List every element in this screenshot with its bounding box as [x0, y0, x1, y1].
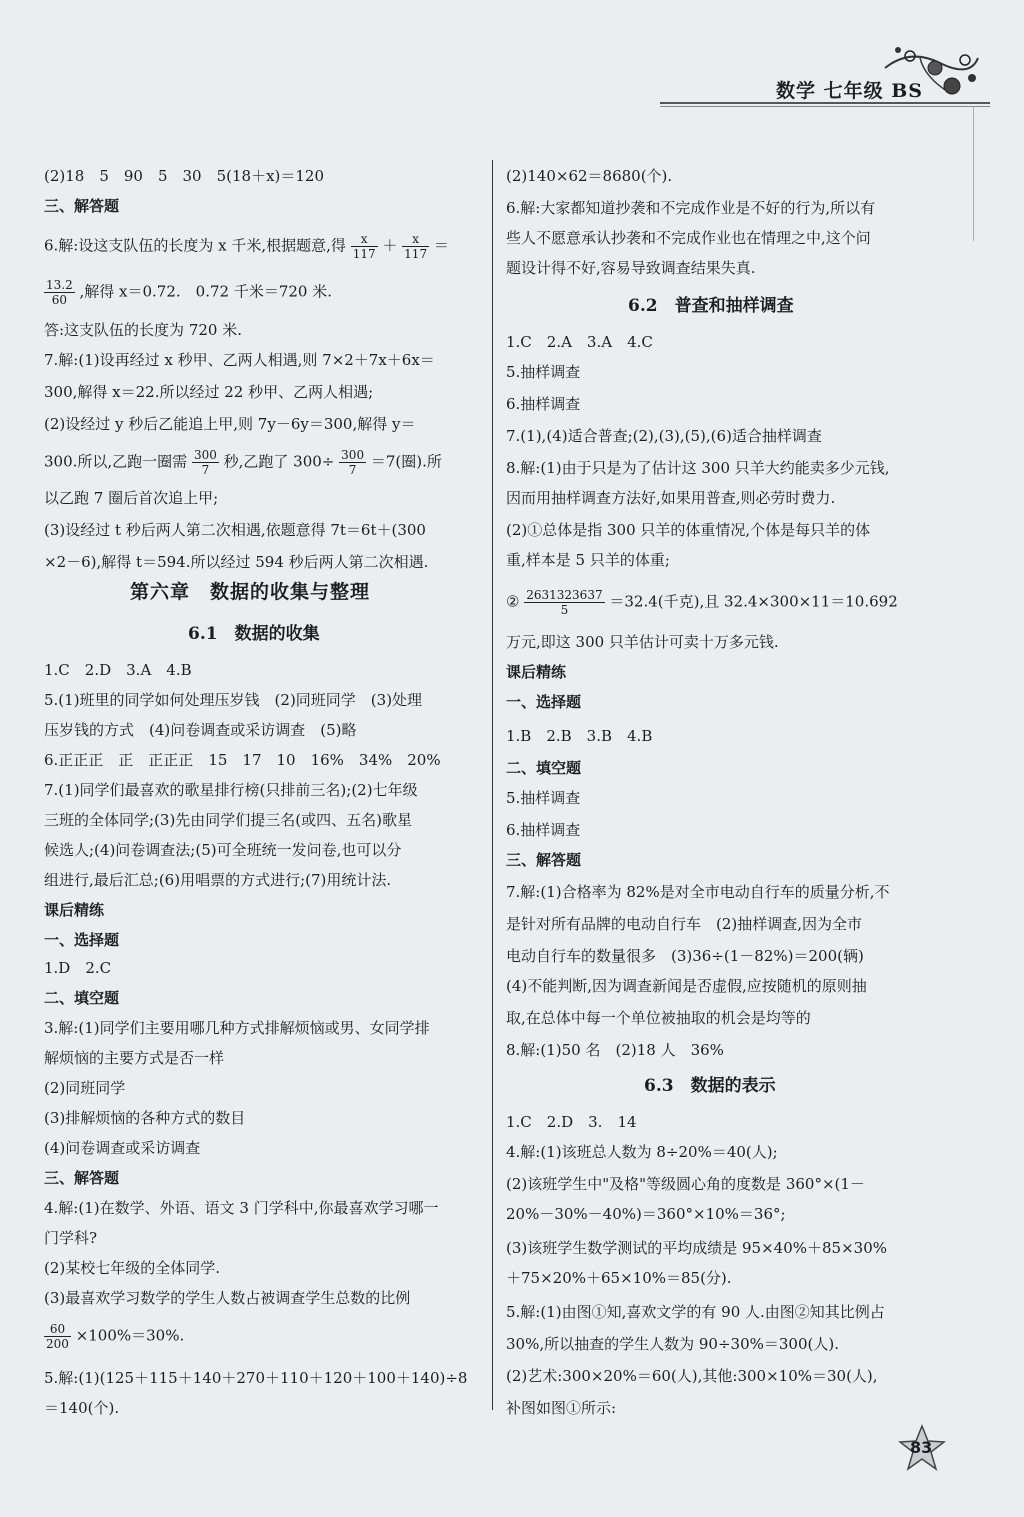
answer-line: 300,解得 x＝22.所以经过 22 秒甲、乙两人相遇; — [44, 383, 374, 401]
section-heading: 三、解答题 — [44, 197, 120, 215]
answer-line: (2)该班学生中"及格"等级圆心角的度数是 360°×(1－ — [506, 1175, 865, 1193]
fraction: $\frac{2631323637}{5}$ — [526, 588, 603, 617]
column-divider — [492, 160, 493, 1410]
answer-line: 30%,所以抽查的学生人数为 90÷30%＝300(人). — [506, 1335, 839, 1353]
section-heading: 一、选择题 — [44, 931, 120, 949]
section-heading: 二、填空题 — [44, 989, 120, 1007]
answer-line: (3)设经过 t 秒后两人第二次相遇,依题意得 7t＝6t＋(300 — [44, 521, 426, 539]
answer-line: 三班的全体同学;(3)先由同学们提三名(或四、五名)歌星 — [44, 811, 413, 829]
answer-line: 题设计得不好,容易导致调查结果失真. — [506, 259, 756, 277]
answer-line: 3.解:(1)同学们主要用哪几种方式排解烦恼或男、女同学排 — [44, 1019, 430, 1037]
answer-line: $\frac{60}{200}$ ×100%＝30%. — [46, 1322, 185, 1351]
answer-line: 是针对所有品牌的电动自行车 (2)抽样调查,因为全市 — [506, 915, 863, 933]
section-heading: 课后精练 — [506, 663, 567, 681]
answer-line: 8.解:(1)由于只是为了估计这 300 只羊大约能卖多少元钱, — [506, 459, 890, 477]
section-title: 6.3 数据的表示 — [644, 1076, 776, 1096]
answer-line: 解烦恼的主要方式是否一样 — [44, 1049, 225, 1067]
answer-line: 4.解:(1)在数学、外语、语文 3 门学科中,你最喜欢学习哪一 — [44, 1199, 439, 1217]
header-rule — [660, 102, 990, 104]
answer-line: 以乙跑 7 圈后首次追上甲; — [44, 489, 219, 507]
answer-line: (2)艺术:300×20%＝60(人),其他:300×10%＝30(人), — [506, 1367, 878, 1385]
section-heading: 二、填空题 — [506, 759, 582, 777]
answer-line: $\frac{13.2}{60}$ ,解得 x＝0.72. 0.72 千米＝720 米. — [46, 278, 332, 307]
answer-line: (4)问卷调查或采访调查 — [44, 1139, 201, 1157]
header-rule-thin — [660, 106, 990, 107]
answer-line: 300.所以,乙跑一圈需 $\frac{300}{7}$ 秒,乙跑了 300÷ $\frac{300}{7}$ ＝7(圈).所 — [44, 448, 442, 477]
answer-line: 取,在总体中每一个单位被抽取的机会是均等的 — [506, 1009, 811, 1027]
header-edge-line — [973, 106, 974, 241]
answer-line: (2)某校七年级的全体同学. — [44, 1259, 221, 1277]
section-heading: 一、选择题 — [506, 693, 582, 711]
answer-line: 5.抽样调查 — [506, 789, 581, 807]
header-title: 数学 七年级 BS — [776, 80, 924, 102]
answer-line: (2)18 5 90 5 30 5(18＋x)＝120 — [44, 167, 325, 185]
section-heading: 课后精练 — [44, 901, 105, 919]
fraction: $\frac{x}{117}$ — [404, 232, 428, 261]
answer-line: 1.C 2.D 3. 14 — [506, 1113, 637, 1131]
answer-line: 7.(1)同学们最喜欢的歌星排行榜(只排前三名);(2)七年级 — [44, 781, 418, 799]
answer-line: 压岁钱的方式 (4)问卷调查或采访调查 (5)略 — [44, 721, 357, 739]
page-number: 83 — [910, 1438, 933, 1457]
answer-line: (3)该班学生数学测试的平均成绩是 95×40%＋85×30% — [506, 1239, 888, 1257]
section-title: 6.2 普查和抽样调查 — [628, 296, 794, 316]
answer-line: 7.(1),(4)适合普查;(2),(3),(5),(6)适合抽样调查 — [506, 427, 822, 445]
answer-line: 因而用抽样调查方法好,如果用普查,则必劳时费力. — [506, 489, 836, 507]
answer-line: 6.解:设这支队伍的长度为 x 千米,根据题意,得 $\frac{x}{117}$ ＋ $\frac{x}{117}$ ＝ — [44, 232, 449, 261]
answer-line: 万元,即这 300 只羊估计可卖十万多元钱. — [506, 633, 779, 651]
answer-line: 8.解:(1)50 名 (2)18 人 36% — [506, 1041, 724, 1059]
answer-line: 候选人;(4)问卷调查法;(5)可全班统一发问卷,也可以分 — [44, 841, 402, 859]
answer-line: 6.抽样调查 — [506, 821, 581, 839]
answer-line: 电动自行车的数量很多 (3)36÷(1－82%)＝200(辆) — [506, 947, 864, 965]
section-title: 6.1 数据的收集 — [188, 624, 320, 644]
section-heading: 三、解答题 — [44, 1169, 120, 1187]
answer-line: 7.解:(1)合格率为 82%是对全市电动自行车的质量分析,不 — [506, 883, 890, 901]
fraction: $\frac{x}{117}$ — [352, 232, 376, 261]
answer-line: 6.正正正 正 正正正 15 17 10 16% 34% 20% — [44, 751, 441, 769]
answer-line: 6.解:大家都知道抄袭和不完成作业是不好的行为,所以有 — [506, 199, 876, 217]
answer-line: 4.解:(1)该班总人数为 8÷20%＝40(人); — [506, 1143, 778, 1161]
answer-line: 5.解:(1)(125＋115＋140＋270＋110＋120＋100＋140)÷8 — [44, 1369, 468, 1387]
answer-line: 答:这支队伍的长度为 720 米. — [44, 321, 242, 339]
answer-line: (4)不能判断,因为调查新闻是否虚假,应按随机的原则抽 — [506, 977, 867, 995]
page-header — [760, 72, 980, 102]
answer-line: (2)同班同学 — [44, 1079, 126, 1097]
answer-line: 7.解:(1)设再经过 x 秒甲、乙两人相遇,则 7×2＋7x＋6x＝ — [44, 351, 435, 369]
fraction: $\frac{300}{7}$ — [341, 448, 365, 477]
answer-line: 1.C 2.A 3.A 4.C — [506, 333, 653, 351]
answer-line: (2)140×62＝8680(个). — [506, 167, 673, 185]
answer-line: 20%－30%－40%)＝360°×10%＝36°; — [506, 1205, 786, 1223]
answer-line: ＝140(个). — [44, 1399, 120, 1417]
chapter-title: 第六章 数据的收集与整理 — [130, 581, 371, 603]
answer-line: 门学科? — [44, 1229, 98, 1247]
answer-line: 重,样本是 5 只羊的体重; — [506, 551, 670, 569]
answer-line: ＋75×20%＋65×10%＝85(分). — [506, 1269, 732, 1287]
fraction: $\frac{300}{7}$ — [193, 448, 217, 477]
answer-line: (2)设经过 y 秒后乙能追上甲,则 7y－6y＝300,解得 y＝ — [44, 415, 416, 433]
answer-line: (3)最喜欢学习数学的学生人数占被调查学生总数的比例 — [44, 1289, 411, 1307]
answer-line: ② $\frac{2631323637}{5}$ ＝32.4(千克),且 32.4×300×11＝10.692 — [506, 588, 898, 617]
fraction: $\frac{13.2}{60}$ — [46, 278, 73, 307]
answer-line: (3)排解烦恼的各种方式的数目 — [44, 1109, 246, 1127]
answer-line: 5.解:(1)由图①知,喜欢文学的有 90 人.由图②知其比例占 — [506, 1303, 885, 1321]
answer-line: 1.B 2.B 3.B 4.B — [506, 727, 653, 745]
answer-line: 组进行,最后汇总;(6)用唱票的方式进行;(7)用统计法. — [44, 871, 392, 889]
answer-line: 1.D 2.C — [44, 959, 112, 977]
answer-line: 1.C 2.D 3.A 4.B — [44, 661, 192, 679]
fraction: $\frac{60}{200}$ — [46, 1322, 69, 1351]
answer-line: (2)①总体是指 300 只羊的体重情况,个体是每只羊的体 — [506, 521, 871, 539]
answer-line: 些人不愿意承认抄袭和不完成作业也在情理之中,这个问 — [506, 229, 871, 247]
answer-line: 补图如图①所示: — [506, 1399, 617, 1417]
answer-line: 6.抽样调查 — [506, 395, 581, 413]
section-heading: 三、解答题 — [506, 851, 582, 869]
answer-line: 5.抽样调查 — [506, 363, 581, 381]
answer-line: ×2－6),解得 t＝594.所以经过 594 秒后两人第二次相遇. — [44, 553, 429, 571]
answer-line: 5.(1)班里的同学如何处理压岁钱 (2)同班同学 (3)处理 — [44, 691, 423, 709]
